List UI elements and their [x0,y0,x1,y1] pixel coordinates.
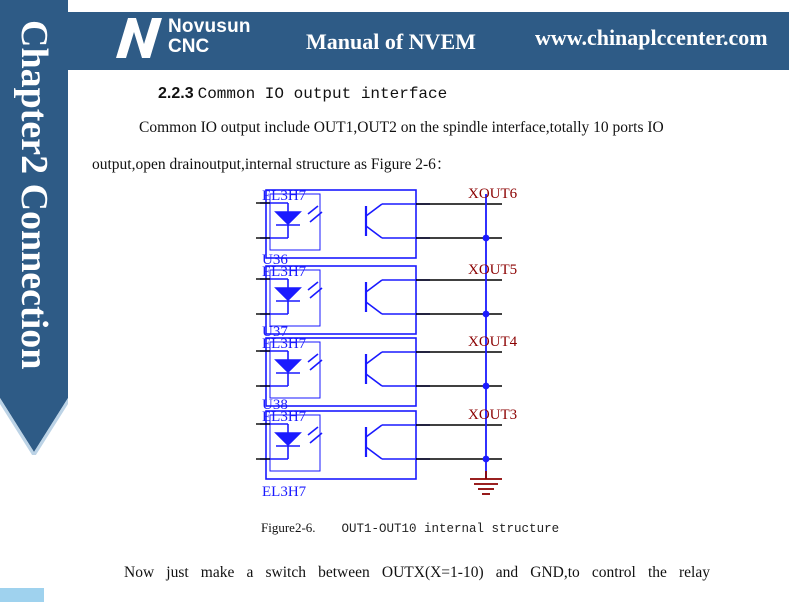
net-label: XOUT4 [468,334,518,350]
net-label: XOUT5 [468,262,518,278]
ref-label: U37 [262,324,288,340]
paragraph-2: Now just make a switch between OUTX(X=1-10) and GND,to control the relay [124,564,710,581]
website-url: www.chinaplccenter.com [535,25,768,50]
part-label: EL3H7 [262,188,307,204]
part-label: EL3H7 [262,484,307,500]
logo-text-cnc: CNC [168,36,210,57]
ref-label: U38 [262,397,288,413]
figure-caption [261,520,559,536]
part-label: EL3H7 [262,409,307,425]
logo-n-mark-icon [114,14,164,60]
paragraph-1-line-1: Common IO output include OUT1,OUT2 on the spindle interface,totally 10 ports IO [139,119,664,136]
manual-title: Manual of NVEM [306,29,476,54]
ref-label: U36 [262,252,288,268]
section-number: 2.2.3 [158,85,194,102]
net-label: XOUT6 [468,186,518,202]
optocoupler-schematic [240,178,540,503]
section-heading [158,85,447,103]
bottom-accent-bar [0,588,44,602]
logo-text-novusun: Novusun [168,16,251,37]
novusun-logo [114,14,264,62]
paragraph-1-line-2: output,open drainoutput,internal structure as Figure 2-6： [92,156,452,173]
part-label: EL3H7 [262,264,307,280]
section-title: Common IO output interface [197,85,448,103]
caption-number: Figure2-6. [261,520,316,535]
net-label: XOUT3 [468,407,518,423]
chapter-label: Chapter2 Connection [13,20,55,370]
top-strip [0,0,789,12]
caption-text: OUT1-OUT10 internal structure [341,522,560,536]
ground-symbol-icon [470,471,502,494]
part-label: EL3H7 [262,336,307,352]
